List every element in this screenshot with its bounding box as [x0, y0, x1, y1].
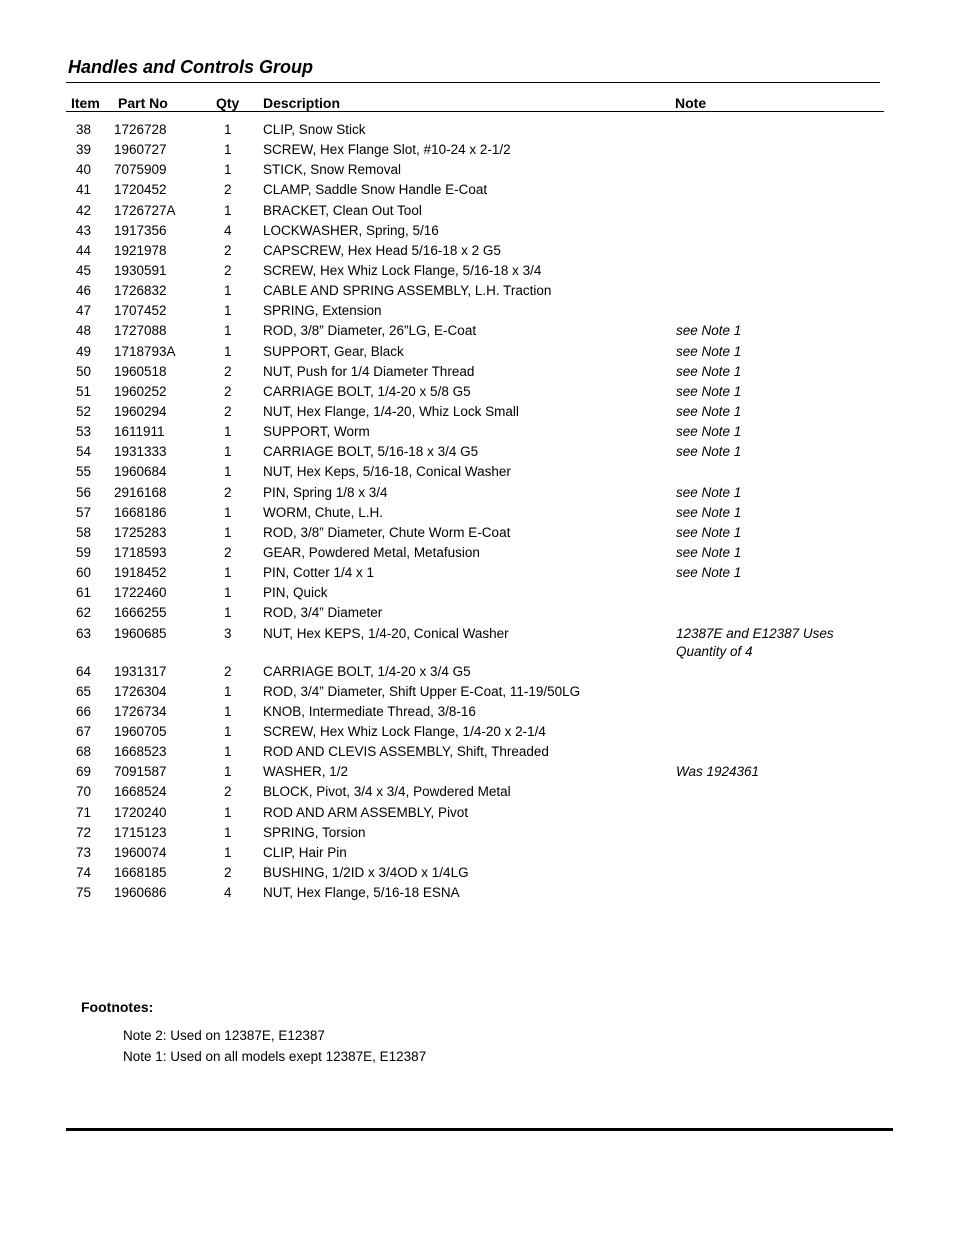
table-row [0, 783, 954, 803]
table-row [0, 544, 954, 564]
table-row [0, 703, 954, 723]
description-cell: BLOCK, Pivot, 3/4 x 3/4, Powdered Metal [263, 784, 511, 800]
description-cell: SPRING, Torsion [263, 824, 366, 840]
item-cell: 74 [76, 864, 92, 880]
table-row [0, 524, 954, 544]
item-cell: 63 [76, 625, 92, 641]
qty-cell: 1 [224, 122, 232, 137]
part-no-cell: 1715123 [114, 824, 167, 840]
note-cell: see Note 1 [676, 424, 742, 440]
qty-cell: 1 [224, 764, 232, 780]
item-cell: 50 [76, 363, 92, 379]
qty-cell: 1 [224, 142, 232, 158]
part-no-cell: 1726728 [114, 122, 167, 137]
table-row [0, 242, 954, 262]
item-cell: 66 [76, 703, 92, 719]
table-row [0, 884, 954, 904]
footnote-item: Note 2: Used on 12387E, E12387 [123, 1028, 325, 1043]
table-row [0, 484, 954, 504]
qty-cell: 4 [224, 222, 232, 238]
description-cell: ROD AND ARM ASSEMBLY, Pivot [263, 804, 469, 820]
item-cell: 73 [76, 844, 92, 860]
description-cell: ROD, 3/4” Diameter [263, 605, 383, 621]
item-cell: 64 [76, 663, 92, 679]
part-no-cell: 2916168 [114, 484, 167, 500]
note-cell: see Note 1 [676, 484, 742, 500]
table-row [0, 181, 954, 201]
part-no-cell: 7091587 [114, 764, 167, 780]
item-cell: 46 [76, 283, 92, 299]
note-cell: see Note 1 [676, 403, 742, 419]
table-row [0, 423, 954, 443]
description-cell: NUT, Hex Flange, 5/16-18 ESNA [263, 885, 460, 901]
header-note: Note [675, 95, 707, 111]
part-no-cell: 1720452 [114, 182, 167, 198]
note-cell: see Note 1 [676, 323, 742, 339]
table-row [0, 564, 954, 584]
part-no-cell: 1960294 [114, 403, 167, 419]
table-row [0, 141, 954, 161]
header-part-no: Part No [118, 95, 168, 111]
part-no-cell: 1726304 [114, 683, 167, 699]
description-cell: SCREW, Hex Flange Slot, #10-24 x 2-1/2 [263, 142, 511, 158]
part-no-cell: 1720240 [114, 804, 167, 820]
item-cell: 71 [76, 804, 92, 820]
item-cell: 56 [76, 484, 92, 500]
part-no-cell: 1722460 [114, 585, 167, 601]
description-cell: KNOB, Intermediate Thread, 3/8-16 [263, 703, 476, 719]
table-row [0, 262, 954, 282]
part-no-cell: 1960074 [114, 844, 167, 860]
qty-cell: 2 [224, 363, 232, 379]
footnote-item: Note 1: Used on all models exept 12387E, E12387 [123, 1049, 427, 1064]
qty-cell: 1 [224, 524, 232, 540]
qty-cell: 1 [224, 464, 232, 480]
qty-cell: 1 [224, 804, 232, 820]
qty-cell: 2 [224, 383, 232, 399]
part-no-cell: 1718593 [114, 544, 167, 560]
table-row [0, 804, 954, 824]
description-cell: SPRING, Extension [263, 303, 382, 319]
table-row [0, 864, 954, 884]
part-no-cell: 1960684 [114, 464, 167, 480]
table-row [0, 663, 954, 683]
item-cell: 67 [76, 723, 92, 739]
item-cell: 75 [76, 885, 92, 901]
qty-cell: 4 [224, 885, 232, 901]
qty-cell: 2 [224, 544, 232, 560]
description-cell: PIN, Spring 1/8 x 3/4 [263, 484, 388, 500]
qty-cell: 1 [224, 844, 232, 860]
qty-cell: 1 [224, 162, 232, 178]
description-cell: NUT, Hex Keps, 5/16-18, Conical Washer [263, 464, 511, 480]
part-no-cell: 1666255 [114, 605, 167, 621]
qty-cell: 1 [224, 744, 232, 760]
part-no-cell: 1960705 [114, 723, 167, 739]
note-cell: see Note 1 [676, 383, 742, 399]
note-cell: see Note 1 [676, 544, 742, 560]
item-cell: 38 [76, 122, 92, 137]
table-row [0, 743, 954, 763]
qty-cell: 1 [224, 585, 232, 601]
description-cell: SCREW, Hex Whiz Lock Flange, 1/4-20 x 2-1/4 [263, 723, 546, 739]
item-cell: 68 [76, 744, 92, 760]
part-no-cell: 1960518 [114, 363, 167, 379]
description-cell: SUPPORT, Gear, Black [263, 343, 404, 359]
description-cell: CARRIAGE BOLT, 1/4-20 x 3/4 G5 [263, 663, 471, 679]
part-no-cell: 1931317 [114, 663, 167, 679]
table-row [0, 161, 954, 181]
table-row [0, 202, 954, 222]
item-cell: 59 [76, 544, 92, 560]
part-no-cell: 1668523 [114, 744, 167, 760]
qty-cell: 2 [224, 484, 232, 500]
item-cell: 42 [76, 202, 92, 218]
description-cell: WORM, Chute, L.H. [263, 504, 384, 520]
qty-cell: 2 [224, 262, 232, 278]
part-no-cell: 1725283 [114, 524, 167, 540]
item-cell: 62 [76, 605, 92, 621]
part-no-cell: 1726727A [114, 202, 176, 218]
item-cell: 51 [76, 383, 92, 399]
description-cell: ROD AND CLEVIS ASSEMBLY, Shift, Threaded [263, 744, 549, 760]
item-cell: 39 [76, 142, 92, 158]
table-row [0, 322, 954, 342]
description-cell: CLIP, Hair Pin [263, 844, 347, 860]
footnotes-heading: Footnotes: [81, 999, 154, 1015]
description-cell: WASHER, 1/2 [263, 764, 349, 780]
bottom-rule [66, 1128, 893, 1131]
part-no-cell: 1718793A [114, 343, 176, 359]
qty-cell: 1 [224, 424, 232, 440]
part-no-cell: 1726832 [114, 283, 167, 299]
item-cell: 49 [76, 343, 92, 359]
part-no-cell: 1921978 [114, 242, 167, 258]
part-no-cell: 1668185 [114, 864, 167, 880]
item-cell: 60 [76, 565, 92, 581]
note-cell: see Note 1 [676, 444, 742, 460]
item-cell: 65 [76, 683, 92, 699]
parts-table [0, 121, 954, 904]
description-cell: STICK, Snow Removal [263, 162, 402, 178]
table-row [0, 683, 954, 703]
item-cell: 57 [76, 504, 92, 520]
header-rule [66, 111, 884, 112]
description-cell: NUT, Hex KEPS, 1/4-20, Conical Washer [263, 625, 509, 641]
qty-cell: 2 [224, 242, 232, 258]
part-no-cell: 1917356 [114, 222, 167, 238]
item-cell: 53 [76, 424, 92, 440]
table-row [0, 282, 954, 302]
table-row [0, 584, 954, 604]
item-cell: 45 [76, 262, 92, 278]
qty-cell: 1 [224, 323, 232, 339]
table-row [0, 383, 954, 403]
table-row [0, 625, 954, 663]
note-cell: see Note 1 [676, 524, 742, 540]
part-no-cell: 1930591 [114, 262, 167, 278]
description-cell: CLIP, Snow Stick [263, 122, 366, 137]
item-cell: 54 [76, 444, 92, 460]
item-cell: 61 [76, 585, 92, 601]
part-no-cell: 1918452 [114, 565, 167, 581]
table-row [0, 302, 954, 322]
note-cell: Was 1924361 [676, 764, 760, 780]
page-title: Handles and Controls Group [68, 57, 314, 77]
table-row [0, 504, 954, 524]
table-row [0, 824, 954, 844]
description-cell: LOCKWASHER, Spring, 5/16 [263, 222, 439, 238]
part-no-cell: 7075909 [114, 162, 167, 178]
part-no-cell: 1960685 [114, 625, 167, 641]
description-cell: BRACKET, Clean Out Tool [263, 202, 422, 218]
description-cell: SUPPORT, Worm [263, 424, 370, 440]
item-cell: 44 [76, 242, 92, 258]
table-row [0, 844, 954, 864]
description-cell: ROD, 3/8” Diameter, Chute Worm E-Coat [263, 524, 511, 540]
description-cell: CARRIAGE BOLT, 1/4-20 x 5/8 G5 [263, 383, 471, 399]
header-qty: Qty [216, 95, 240, 111]
description-cell: NUT, Hex Flange, 1/4-20, Whiz Lock Small [263, 403, 519, 419]
note-cell: 12387E and E12387 Uses Quantity of 4 [676, 625, 834, 659]
description-cell: ROD, 3/4” Diameter, Shift Upper E-Coat, 11-19/50LG [263, 683, 581, 699]
table-row [0, 723, 954, 743]
header-description: Description [263, 95, 341, 111]
description-cell: PIN, Quick [263, 585, 328, 601]
description-cell: BUSHING, 1/2ID x 3/4OD x 1/4LG [263, 864, 469, 880]
part-no-cell: 1668186 [114, 504, 167, 520]
header-item: Item [71, 95, 100, 111]
description-cell: CLAMP, Saddle Snow Handle E-Coat [263, 182, 488, 198]
part-no-cell: 1726734 [114, 703, 167, 719]
title-rule [66, 82, 880, 83]
description-cell: GEAR, Powdered Metal, Metafusion [263, 544, 480, 560]
item-cell: 52 [76, 403, 92, 419]
qty-cell: 1 [224, 444, 232, 460]
part-no-cell: 1960686 [114, 885, 167, 901]
part-no-cell: 1960727 [114, 142, 167, 158]
qty-cell: 1 [224, 605, 232, 621]
description-cell: CARRIAGE BOLT, 5/16-18 x 3/4 G5 [263, 444, 479, 460]
description-cell: NUT, Push for 1/4 Diameter Thread [263, 363, 475, 379]
item-cell: 58 [76, 524, 92, 540]
part-no-cell: 1611911 [114, 424, 165, 440]
note-cell: see Note 1 [676, 343, 742, 359]
item-cell: 69 [76, 764, 92, 780]
table-row [0, 604, 954, 624]
item-cell: 47 [76, 303, 92, 319]
table-row [0, 222, 954, 242]
qty-cell: 1 [224, 824, 232, 840]
qty-cell: 1 [224, 683, 232, 699]
qty-cell: 1 [224, 283, 232, 299]
table-row [0, 121, 954, 141]
qty-cell: 1 [224, 565, 232, 581]
table-row [0, 463, 954, 483]
table-row [0, 343, 954, 363]
description-cell: CABLE AND SPRING ASSEMBLY, L.H. Traction [263, 283, 552, 299]
description-cell: PIN, Cotter 1/4 x 1 [263, 565, 375, 581]
table-row [0, 363, 954, 383]
item-cell: 43 [76, 222, 92, 238]
item-cell: 41 [76, 182, 92, 198]
qty-cell: 1 [224, 504, 232, 520]
qty-cell: 2 [224, 182, 232, 198]
part-no-cell: 1668524 [114, 784, 167, 800]
qty-cell: 2 [224, 864, 232, 880]
qty-cell: 2 [224, 663, 232, 679]
table-row [0, 763, 954, 783]
qty-cell: 2 [224, 403, 232, 419]
qty-cell: 1 [224, 303, 232, 319]
part-no-cell: 1727088 [114, 323, 167, 339]
note-cell: see Note 1 [676, 504, 742, 520]
item-cell: 48 [76, 323, 92, 339]
qty-cell: 1 [224, 723, 232, 739]
qty-cell: 2 [224, 784, 232, 800]
description-cell: SCREW, Hex Whiz Lock Flange, 5/16-18 x 3/4 [263, 262, 542, 278]
description-cell: CAPSCREW, Hex Head 5/16-18 x 2 G5 [263, 242, 501, 258]
description-cell: ROD, 3/8” Diameter, 26”LG, E-Coat [263, 323, 477, 339]
part-no-cell: 1707452 [114, 303, 167, 319]
note-cell: see Note 1 [676, 565, 742, 581]
qty-cell: 1 [224, 202, 232, 218]
qty-cell: 1 [224, 703, 232, 719]
item-cell: 55 [76, 464, 92, 480]
part-no-cell: 1960252 [114, 383, 167, 399]
item-cell: 70 [76, 784, 92, 800]
table-row [0, 443, 954, 463]
item-cell: 40 [76, 162, 92, 178]
table-row [0, 403, 954, 423]
part-no-cell: 1931333 [114, 444, 167, 460]
qty-cell: 3 [224, 625, 232, 641]
qty-cell: 1 [224, 343, 232, 359]
item-cell: 72 [76, 824, 92, 840]
note-cell: see Note 1 [676, 363, 742, 379]
